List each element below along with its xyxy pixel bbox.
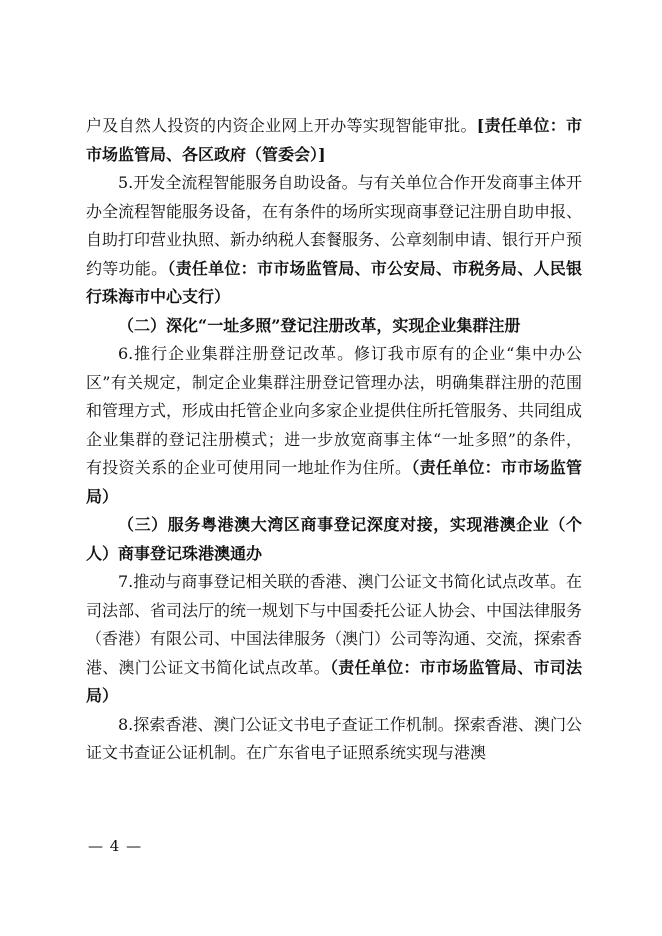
paragraph-continuation [86, 112, 582, 169]
section-heading-2: （二）深化“一址多照”登记注册改革，实现企业集群注册 [118, 315, 521, 335]
paragraph-item-7 [86, 568, 582, 711]
paragraph-item-6 [86, 340, 582, 511]
responsible-unit: （责任单位：市市场监管局、市司法局） [86, 657, 582, 705]
paragraph-text: 6.推行企业集群注册登记改革。修订我市原有的企业“集中办公区”有关规定，制定企业集群注册登记管理办法，明确集群注册的范围和管理方式，形成由托管企业向多家企业提供住所托管服务、共同组成企业集群的登记注册模式；进一步放宽商事主体“一址多照”的条件，有投资关系的企业可使用同一地址作为住所。 [86, 344, 583, 477]
paragraph-item-5 [86, 169, 582, 312]
paragraph-text: 5.开发全流程智能服务自助设备。与有关单位合作开发商事主体开办全流程智能服务设备，在有条件的场所实现商事登记注册自助申报、自助打印营业执照、新办纳税人套餐服务、公章刻制申请、银行开户预约等功能。 [86, 173, 583, 278]
responsible-unit: （责任单位：市市场监管局） [86, 458, 582, 506]
responsible-unit: （责任单位：市市场监管局、市公安局、市税务局、人民银行珠海市中心支行） [86, 258, 582, 306]
paragraph-text: 7.推动与商事登记相关联的香港、澳门公证文书简化试点改革。在司法部、省司法厅的统一规划下与中国委托公证人协会、中国法律服务（香港）有限公司、中国法律服务（澳门）公司等沟通、交流，探索香港、澳门公证文书简化试点改革。 [86, 572, 583, 677]
section-heading-3: （三）服务粤港澳大湾区商事登记深度对接，实现港澳企业（个人）商事登记珠港澳通办 [86, 515, 582, 563]
paragraph-item-8 [86, 711, 582, 768]
paragraph-text: 8.探索香港、澳门公证文书电子查证工作机制。探索香港、澳门公证文书查证公证机制。在广东省电子证照系统实现与港澳 [86, 714, 582, 762]
page-number: — 4 — [88, 837, 143, 855]
document-body [86, 112, 582, 768]
paragraph-text: 户及自然人投资的内资企业网上开办等实现智能审批。 [86, 116, 477, 135]
responsible-unit: [责任单位：市市场监管局、各区政府（管委会）] [86, 116, 582, 164]
